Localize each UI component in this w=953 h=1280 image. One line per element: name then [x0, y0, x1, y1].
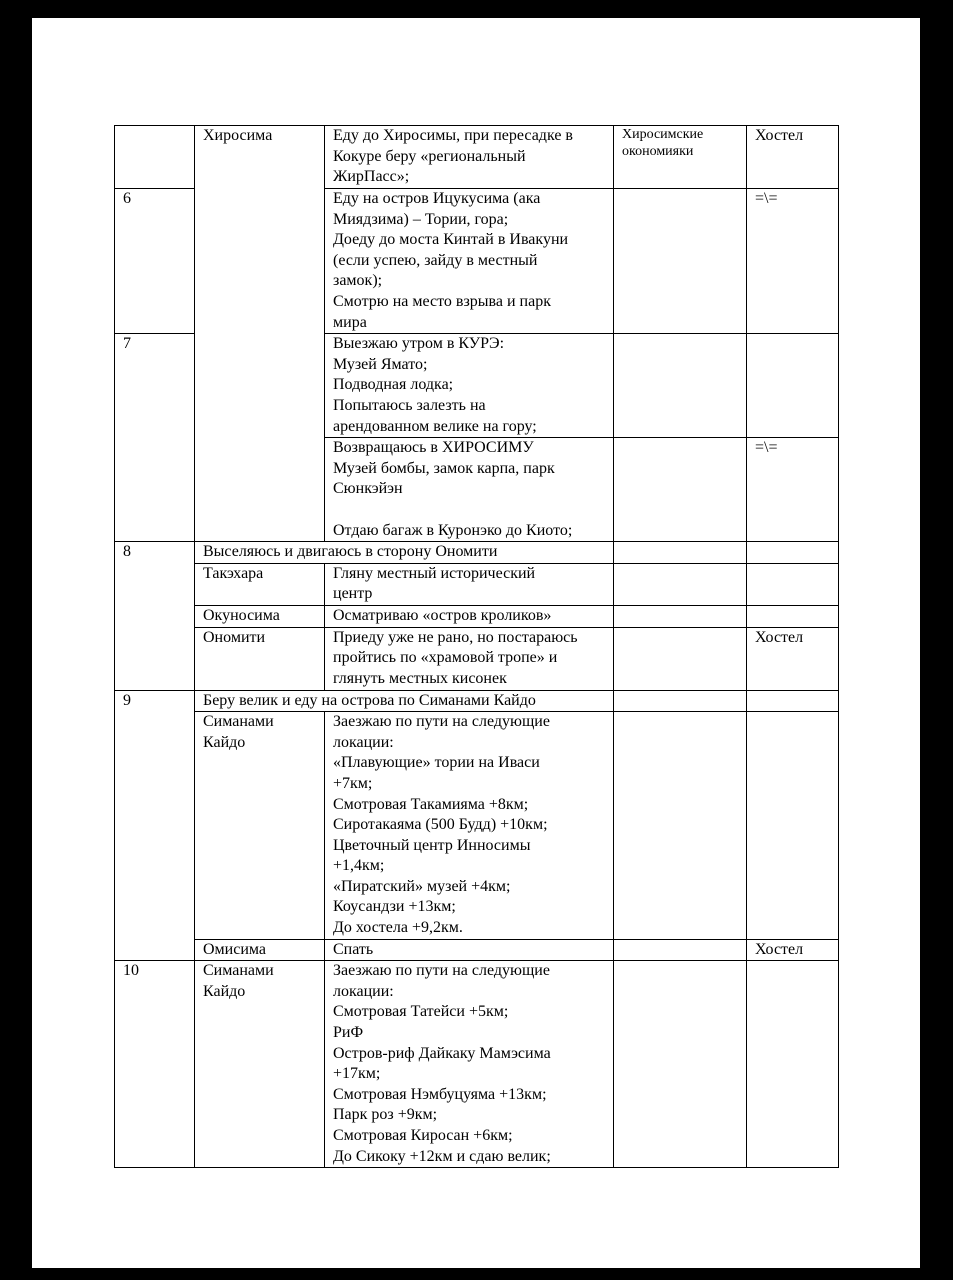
stay-cell: Хостел [747, 939, 839, 961]
table-row [115, 690, 839, 712]
place-cell: Такэхара [195, 563, 325, 605]
place-cell: Окуносима [195, 605, 325, 627]
plan-cell: Заезжаю по пути на следующие локации: «Плавующие» тории на Иваси +7км; Смотровая Такамияма +8км; Сиротакаяма (500 Будд) +10км; Цветочный центр Инносимы +1,4км; «Пиратский» музей +4км; Коусандзи +13км; До хостела +9,2км. [325, 712, 614, 940]
day-cell: 7 [115, 334, 195, 542]
food-cell [614, 939, 747, 961]
stay-cell: =\= [747, 438, 839, 542]
day-cell: 9 [115, 690, 195, 961]
table-row [115, 712, 839, 940]
table-row [115, 126, 839, 189]
food-cell [614, 542, 747, 564]
plan-cell: Еду на остров Ицукусима (ака Миядзима) – Тории, гора; Доеду до моста Кинтай в Ивакуни (если успею, зайду в местный замок); Смотрю на место взрыва и парк мира [325, 189, 614, 334]
place-cell: Омисима [195, 939, 325, 961]
plan-cell: Заезжаю по пути на следующие локации: Смотровая Татейси +5км; РиФ Остров-риф Дайкаку Мамэсима +17км; Смотровая Нэмбуцуяма +13км; Парк роз +9км; Смотровая Киросан +6км; До Сикоку +12км и сдаю велик; [325, 961, 614, 1168]
food-cell [614, 627, 747, 690]
plan-cell: Возвращаюсь в ХИРОСИМУ Музей бомбы, замок карпа, парк Сюнкэйэн Отдаю багаж в Куронэко до Киото; [325, 438, 614, 542]
stay-cell: =\= [747, 189, 839, 334]
table-row [115, 939, 839, 961]
day-cell: 8 [115, 542, 195, 690]
table-row [115, 563, 839, 605]
table-row [115, 605, 839, 627]
day-cell: 10 [115, 961, 195, 1168]
stay-cell [747, 563, 839, 605]
stay-cell [747, 605, 839, 627]
plan-cell: Гляну местный исторический центр [325, 563, 614, 605]
stay-cell [747, 961, 839, 1168]
table-row [115, 542, 839, 564]
day-summary-cell: Выселяюсь и двигаюсь в сторону Ономити [195, 542, 614, 564]
day-cell: 6 [115, 189, 195, 334]
plan-cell: Выезжаю утром в КУРЭ: Музей Ямато; Подводная лодка; Попытаюсь залезть на арендованном велике на гору; [325, 334, 614, 438]
food-cell [614, 334, 747, 438]
stay-cell: Хостел [747, 627, 839, 690]
stay-cell [747, 334, 839, 438]
table-row [115, 961, 839, 1168]
food-cell [614, 605, 747, 627]
table-row [115, 627, 839, 690]
place-cell: Ономити [195, 627, 325, 690]
place-cell: Симанами Кайдо [195, 961, 325, 1168]
stay-cell: Хостел [747, 126, 839, 189]
itinerary-table [114, 125, 839, 1168]
food-cell [614, 690, 747, 712]
stay-cell [747, 712, 839, 940]
place-cell: Симанами Кайдо [195, 712, 325, 940]
plan-cell: Спать [325, 939, 614, 961]
stay-cell [747, 542, 839, 564]
food-cell [614, 961, 747, 1168]
food-cell: Хиросимские окономияки [614, 126, 747, 189]
plan-cell: Еду до Хиросимы, при пересадке в Кокуре беру «региональный ЖирПасс»; [325, 126, 614, 189]
place-cell: Хиросима [195, 126, 325, 542]
day-summary-cell: Беру велик и еду на острова по Симанами Кайдо [195, 690, 614, 712]
food-cell [614, 438, 747, 542]
food-cell [614, 189, 747, 334]
stay-cell [747, 690, 839, 712]
day-cell [115, 126, 195, 189]
document-page [32, 18, 920, 1268]
plan-cell: Осматриваю «остров кроликов» [325, 605, 614, 627]
food-cell [614, 712, 747, 940]
plan-cell: Приеду уже не рано, но постараюсь пройтись по «храмовой тропе» и глянуть местных кисонек [325, 627, 614, 690]
food-cell [614, 563, 747, 605]
